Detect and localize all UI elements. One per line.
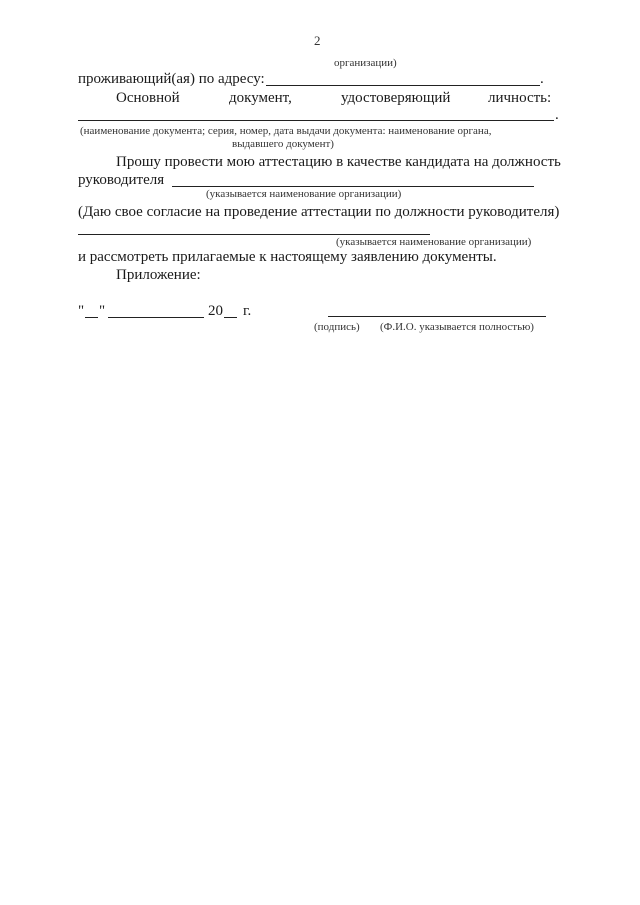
request-line1: Прошу провести мою аттестацию в качестве кандидата на должность xyxy=(116,154,561,170)
consent-caption: (указывается наименование организации) xyxy=(336,236,532,248)
id-doc-caption-line1: (наименование документа; серия, номер, дата выдачи документа: наименование органа, xyxy=(80,125,492,137)
id-doc-caption-line2: выдавшего документ) xyxy=(232,138,334,150)
address-field-line xyxy=(266,85,540,86)
address-label: проживающий(ая) по адресу: xyxy=(78,71,265,87)
request-org-field-line xyxy=(172,186,534,187)
address-end: . xyxy=(540,71,544,87)
date-quote-open: " xyxy=(78,303,85,319)
date-day-line xyxy=(85,317,98,318)
request-line2-label: руководителя xyxy=(78,172,165,188)
id-doc-word3: удостоверяющий xyxy=(341,90,451,106)
date-year-suffix: г. xyxy=(243,303,252,319)
id-doc-end: . xyxy=(555,107,559,123)
signature-line xyxy=(328,316,546,317)
date-month-line xyxy=(108,317,204,318)
date-year-prefix: 20 xyxy=(208,303,223,319)
date-quote-close: " xyxy=(99,303,106,319)
consent-org-field-line xyxy=(78,234,430,235)
id-doc-word1: Основной xyxy=(116,90,180,106)
id-doc-field-line xyxy=(78,120,554,121)
request-caption: (указывается наименование организации) xyxy=(206,188,402,200)
page-number: 2 xyxy=(314,33,321,48)
signature-caption-name: (Ф.И.О. указывается полностью) xyxy=(380,321,534,333)
consent-text: (Даю свое согласие на проведение аттестации по должности руководителя) xyxy=(78,204,560,220)
id-doc-word2: документ, xyxy=(229,90,292,106)
id-doc-word4: личность: xyxy=(488,90,552,106)
org-caption-top: организации) xyxy=(334,57,397,69)
signature-caption-sign: (подпись) xyxy=(314,321,360,333)
date-year-line xyxy=(224,317,237,318)
review-text: и рассмотреть прилагаемые к настоящему заявлению документы. xyxy=(78,249,497,265)
appendix-label: Приложение: xyxy=(116,267,201,283)
